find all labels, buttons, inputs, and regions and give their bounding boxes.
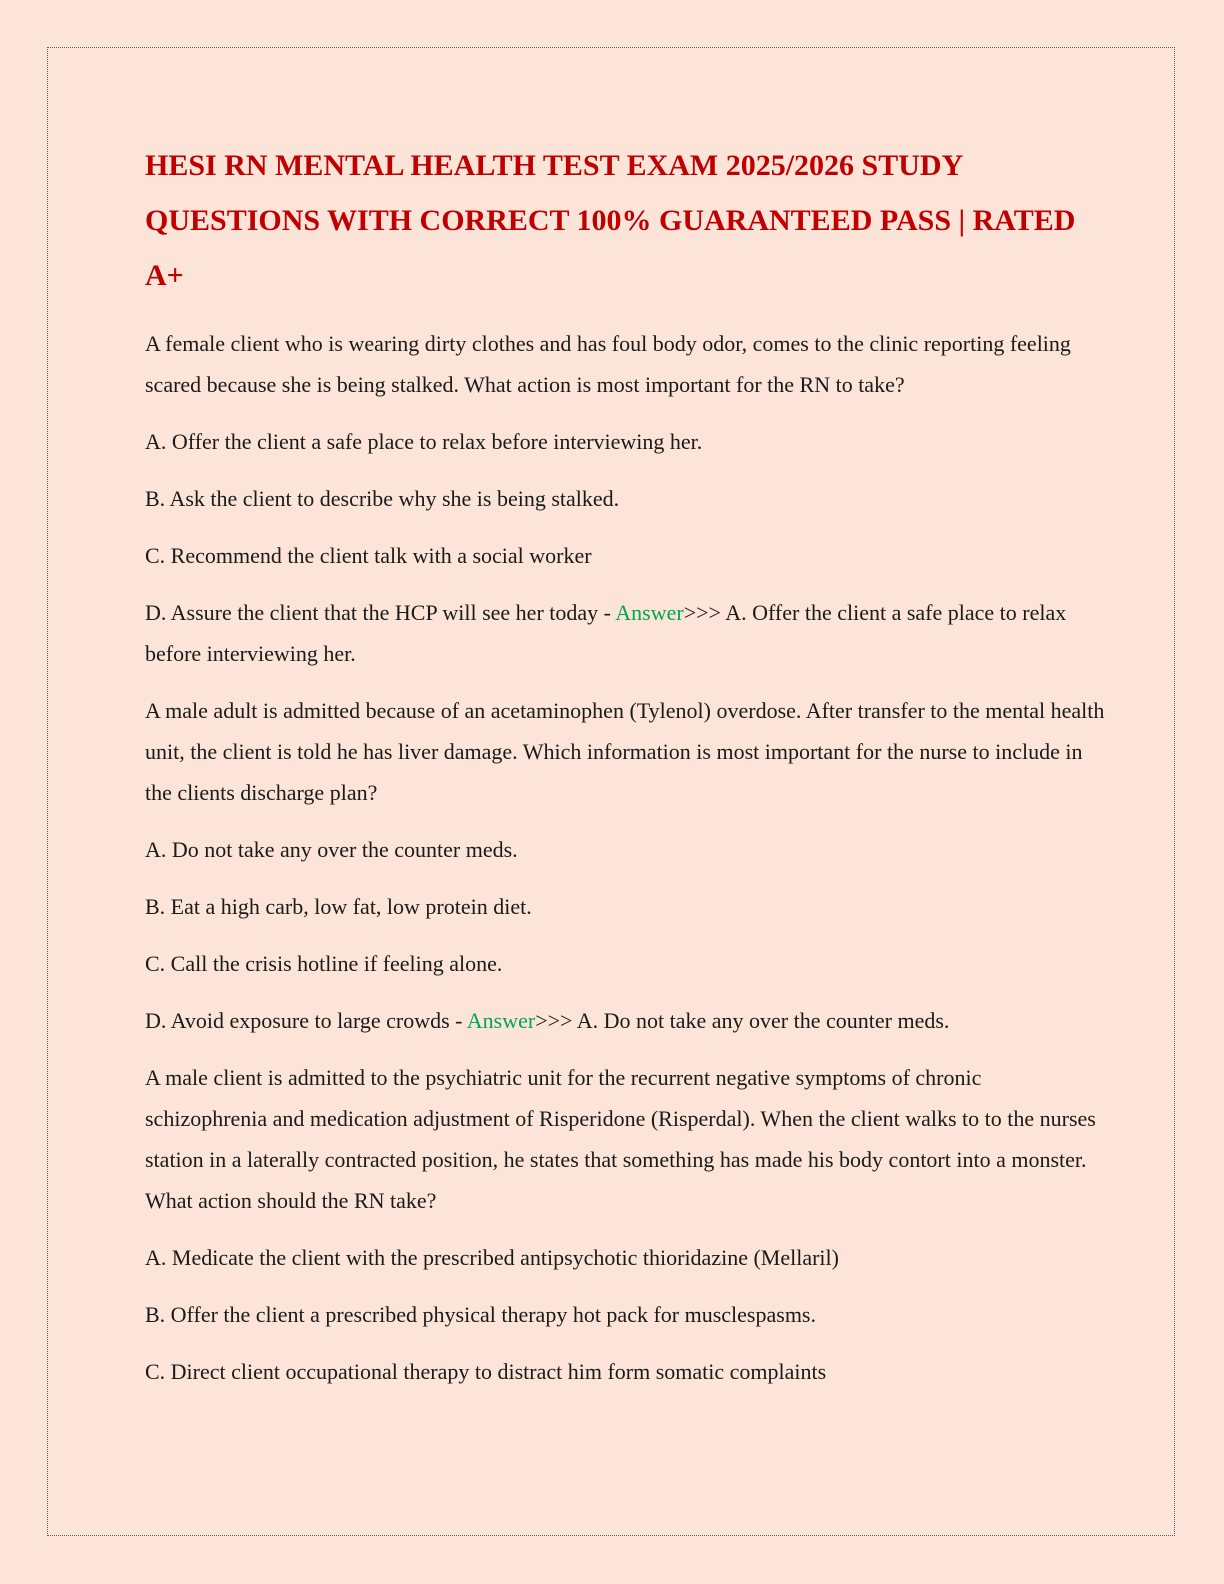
question-1-option-d: D. Assure the client that the HCP will see her today - <box>145 600 616 625</box>
question-3-option-c: C. Direct client occupational therapy to distract him form somatic complaints <box>145 1359 827 1384</box>
question-2-option-b: B. Eat a high carb, low fat, low protein diet. <box>145 894 532 919</box>
question-2-answer: A. Do not take any over the counter meds. <box>576 1008 950 1033</box>
question-2-option-d-with-answer <box>145 1000 1105 1041</box>
question-1-option-d-with-answer <box>145 592 1105 674</box>
question-3-stem: A male client is admitted to the psychiatric unit for the recurrent negative symptoms of chronic schizophrenia and medication adjustment of Risperidone (Risperdal). When the client walks to to the nurses station in a laterally contracted position, he states that something has made his body contort into a monster. What action should the RN take? <box>145 1065 1096 1213</box>
question-2-option-d: D. Avoid exposure to large crowds - <box>145 1008 467 1033</box>
document-title: HESI RN MENTAL HEALTH TEST EXAM 2025/2026 STUDY QUESTIONS WITH CORRECT 100% GUARANTEED PASS | RATED A+ <box>145 149 1076 292</box>
question-1-answer: A. Offer the client a safe place to relax before interviewing her. <box>145 600 1067 666</box>
question-3-option-b: B. Offer the client a prescribed physical therapy hot pack for musclespasms. <box>145 1302 816 1327</box>
question-2-option-c: C. Call the crisis hotline if feeling alone. <box>145 951 503 976</box>
answer-label: Answer <box>615 600 684 625</box>
document-body <box>145 138 1105 1408</box>
question-1-option-a: A. Offer the client a safe place to relax before interviewing her. <box>145 429 703 454</box>
question-2-stem: A male adult is admitted because of an acetaminophen (Tylenol) overdose. After transfer to the mental health unit, the client is told he has liver damage. Which information is most important for the nurse to include in the clients discharge plan? <box>145 698 1105 805</box>
question-1-stem: A female client who is wearing dirty clothes and has foul body odor, comes to the clinic reporting feeling scared because she is being stalked. What action is most important for the RN to take? <box>145 331 1071 397</box>
answer-arrows: >>> <box>535 1008 577 1033</box>
question-1-option-b: B. Ask the client to describe why she is being stalked. <box>145 486 620 511</box>
answer-arrows: >>> <box>683 600 726 625</box>
question-3-option-a: A. Medicate the client with the prescribed antipsychotic thioridazine (Mellaril) <box>145 1245 839 1270</box>
question-2-option-a: A. Do not take any over the counter meds. <box>145 837 518 862</box>
question-1-option-c: C. Recommend the client talk with a social worker <box>145 543 592 568</box>
answer-label: Answer <box>466 1008 536 1033</box>
